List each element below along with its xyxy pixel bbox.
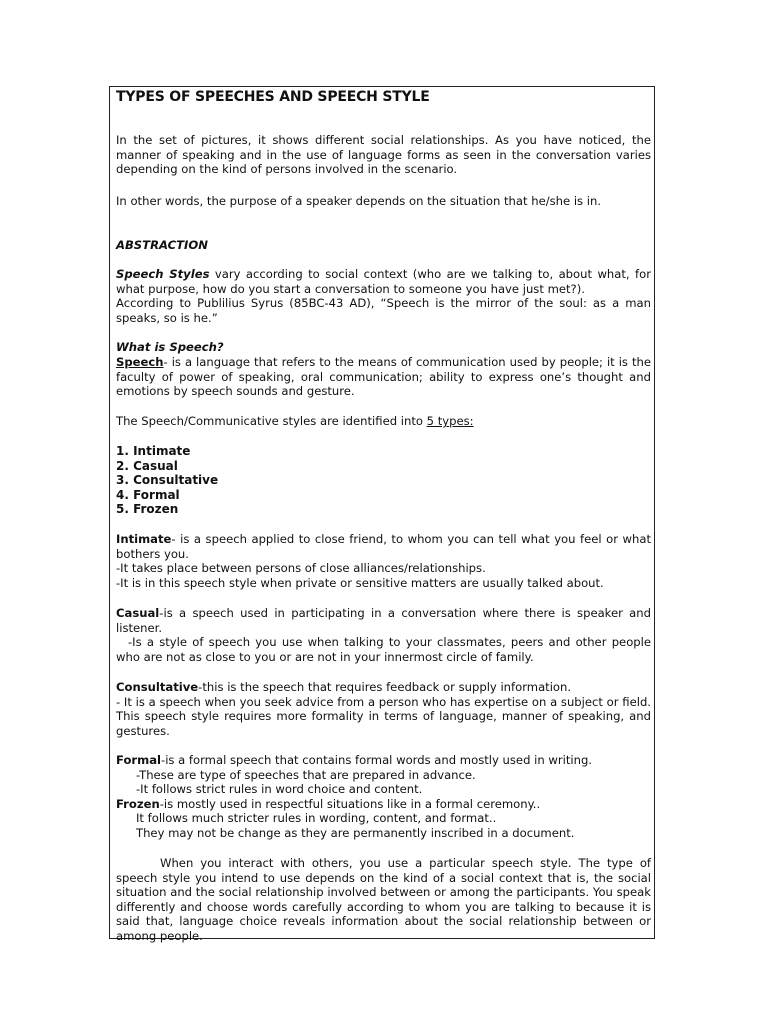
- frozen-term: Frozen: [116, 796, 160, 811]
- types-intro: [116, 414, 651, 429]
- what-is-speech-heading: What is Speech?: [116, 340, 224, 354]
- consultative-note-1: - It is a speech when you seek advice from a person who has expertise on a subject or field. This speech style requires more formality in terms of language, manner of speaking, and gestures.: [116, 694, 651, 738]
- intro-paragraph: In the set of pictures, it shows different social relationships. As you have noticed, the manner of speaking and in the use of language forms as seen in the conversation varies depending on the kind of persons involved in the scenario.: [116, 133, 651, 177]
- types-count-label: 5 types:: [426, 414, 474, 428]
- types-intro-text: The Speech/Communicative styles are identified into: [116, 414, 427, 428]
- speech-styles-term: Speech Styles: [116, 267, 210, 281]
- speech-definition-paragraph: [116, 355, 651, 399]
- formal-term: Formal: [116, 753, 162, 767]
- closing-paragraph: When you interact with others, you use a particular speech style. The type of speech style you intend to use depends on the kind of a social context that is, the social situation and the social relationship involved between or among the participants. You speak differently and choose words carefully according to whom you are talking to because it is said that, language choice reveals information about the social relationship between or among people.: [116, 856, 651, 943]
- consultative-definition: -this is the speech that requires feedback or supply information.: [198, 680, 572, 694]
- consultative-section: [116, 680, 651, 738]
- abstraction-heading: ABSTRACTION: [116, 238, 208, 252]
- list-item: 1. Intimate: [116, 444, 191, 458]
- intimate-term: Intimate: [116, 532, 172, 546]
- page-title: TYPES OF SPEECHES AND SPEECH STYLE: [116, 89, 430, 105]
- intimate-note-1: -It takes place between persons of close alliances/relationships.: [116, 561, 486, 576]
- frozen-note-2: They may not be change as they are permanently inscribed in a document.: [136, 825, 575, 840]
- list-item: 5. Frozen: [116, 502, 179, 517]
- speech-definition: - is a language that refers to the means of communication used by people; it is the faculty of power of speaking, oral communication; ability to express one’s thought and emotions by speech sounds and gesture.: [116, 355, 651, 399]
- intimate-note-2: -It is in this speech style when private or sensitive matters are usually talked about.: [116, 575, 604, 590]
- formal-frozen-section: [116, 753, 651, 841]
- types-list: [116, 444, 218, 517]
- casual-definition: -is a speech used in participating in a conversation where there is speaker and listener.: [116, 606, 651, 635]
- intro-paragraph-2: In other words, the purpose of a speaker depends on the situation that he/she is in.: [116, 194, 602, 208]
- list-item: 4. Formal: [116, 487, 180, 502]
- syrus-quote: According to Publilius Syrus (85BC-43 AD), “Speech is the mirror of the soul: as a man speaks, so is he.”: [116, 296, 651, 325]
- list-item: 3. Consultative: [116, 473, 219, 488]
- formal-note-2: -It follows strict rules in word choice and content.: [136, 782, 423, 797]
- speech-term: Speech: [116, 355, 164, 369]
- consultative-term: Consultative: [116, 680, 199, 694]
- casual-note-1: -Is a style of speech you use when talking to your classmates, peers and other people who are not as close to you or are not in your innermost circle of family.: [116, 635, 651, 664]
- intimate-definition: - is a speech applied to close friend, to whom you can tell what you feel or what bothers you.: [116, 532, 651, 561]
- formal-definition: -is a formal speech that contains formal words and mostly used in writing.: [161, 753, 592, 767]
- frozen-definition: -is mostly used in respectful situations like in a formal ceremony..: [159, 796, 541, 811]
- intimate-section: [116, 532, 651, 590]
- list-item: 2. Casual: [116, 458, 178, 473]
- speech-styles-paragraph: [116, 267, 651, 325]
- frozen-note-1: It follows much stricter rules in wording, content, and format..: [136, 811, 497, 826]
- casual-term: Casual: [116, 606, 160, 620]
- speech-styles-text: vary according to social context (who are we talking to, about what, for what purpose, how do you start a conversation to someone you have just met?).: [116, 267, 651, 296]
- formal-note-1: -These are type of speeches that are prepared in advance.: [136, 767, 476, 782]
- casual-section: [116, 606, 651, 664]
